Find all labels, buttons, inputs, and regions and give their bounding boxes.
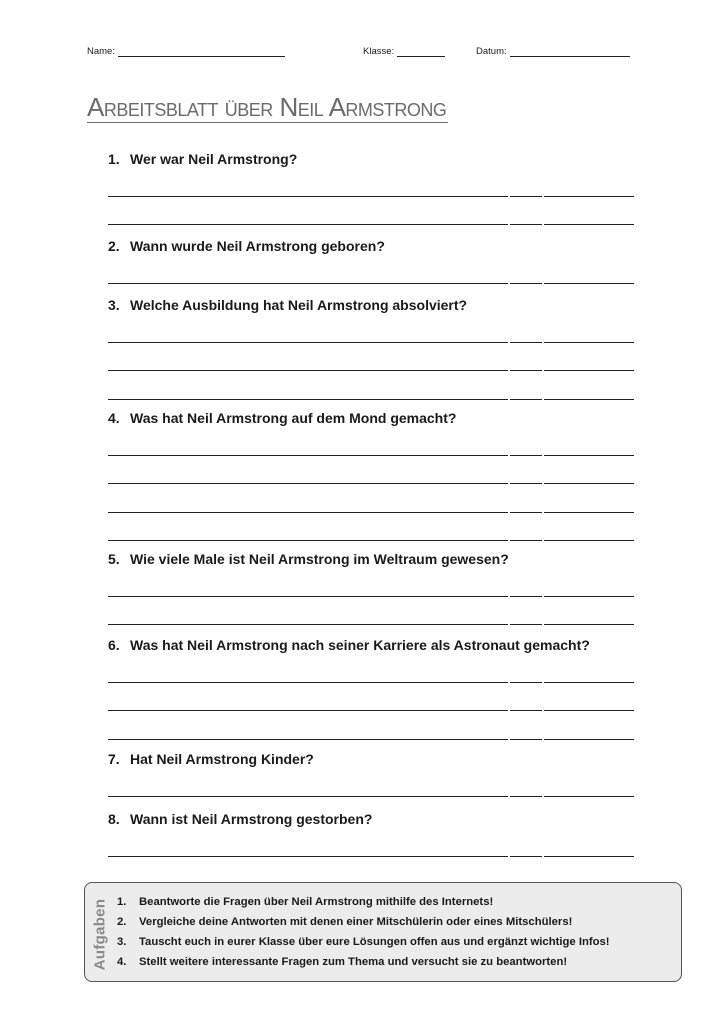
answer-line[interactable] <box>108 427 634 456</box>
question-label: Hat Neil Armstrong Kinder? <box>130 751 314 767</box>
question-text <box>108 237 634 255</box>
answer-line[interactable] <box>108 197 634 226</box>
question-number: 7. <box>108 751 120 767</box>
question-text <box>108 409 634 427</box>
question-2 <box>108 237 634 284</box>
answer-line[interactable] <box>108 513 634 542</box>
class-field[interactable] <box>363 46 445 57</box>
answer-line[interactable] <box>108 314 634 343</box>
answer-line[interactable] <box>108 484 634 513</box>
answer-line[interactable] <box>108 711 634 740</box>
answer-line[interactable] <box>108 456 634 485</box>
task-number: 1. <box>117 896 127 908</box>
class-label: Klasse: <box>363 46 395 57</box>
question-label: Was hat Neil Armstrong auf dem Mond gemacht? <box>130 410 457 426</box>
question-label: Wann ist Neil Armstrong gestorben? <box>130 811 373 827</box>
question-text <box>108 550 634 568</box>
task-number: 4. <box>117 956 127 968</box>
name-field[interactable] <box>87 46 285 57</box>
task-text: Beantworte die Fragen über Neil Armstrong mithilfe des Internets! <box>139 896 494 908</box>
task-number: 2. <box>117 916 127 928</box>
question-8 <box>108 810 634 857</box>
answer-line[interactable] <box>108 768 634 797</box>
task-number: 3. <box>117 936 127 948</box>
date-label: Datum: <box>476 46 507 57</box>
question-5 <box>108 550 634 625</box>
task-text: Vergleiche deine Antworten mit denen einer Mitschülerin oder eines Mitschülers! <box>139 916 573 928</box>
question-label: Welche Ausbildung hat Neil Armstrong absolviert? <box>130 297 468 313</box>
question-number: 1. <box>108 151 120 167</box>
question-text <box>108 636 634 654</box>
answer-line[interactable] <box>108 597 634 626</box>
question-number: 8. <box>108 811 120 827</box>
page-title: Arbeitsblatt über Neil Armstrong <box>87 92 447 122</box>
question-number: 6. <box>108 637 120 653</box>
question-number: 5. <box>108 551 120 567</box>
answer-line[interactable] <box>108 828 634 857</box>
question-4 <box>108 409 634 541</box>
question-label: Wer war Neil Armstrong? <box>130 151 298 167</box>
answer-line[interactable] <box>108 683 634 712</box>
question-7 <box>108 750 634 797</box>
question-text <box>108 296 634 314</box>
task-text: Tauscht euch in eurer Klasse über eure Lösungen offen aus und ergänzt wichtige Infos! <box>139 936 610 948</box>
question-number: 4. <box>108 410 120 426</box>
question-1 <box>108 150 634 225</box>
question-6 <box>108 636 634 740</box>
class-line <box>397 46 445 57</box>
question-number: 3. <box>108 297 120 313</box>
question-text <box>108 150 634 168</box>
worksheet-header <box>0 46 724 62</box>
task-item <box>117 952 610 972</box>
task-box <box>84 882 682 982</box>
question-number: 2. <box>108 238 120 254</box>
question-3 <box>108 296 634 400</box>
answer-line[interactable] <box>108 343 634 372</box>
question-label: Wann wurde Neil Armstrong geboren? <box>130 238 385 254</box>
date-field[interactable] <box>476 46 630 57</box>
answer-line[interactable] <box>108 168 634 197</box>
answer-line[interactable] <box>108 568 634 597</box>
question-text <box>108 750 634 768</box>
name-line <box>118 46 285 57</box>
question-text <box>108 810 634 828</box>
task-label-text: Aufgaben <box>91 898 109 970</box>
task-item <box>117 932 610 952</box>
date-line <box>510 46 630 57</box>
name-label: Name: <box>87 46 115 57</box>
answer-line[interactable] <box>108 371 634 400</box>
task-item <box>117 912 610 932</box>
task-list <box>117 892 610 972</box>
answer-line[interactable] <box>108 255 634 284</box>
task-item <box>117 892 610 912</box>
question-label: Wie viele Male ist Neil Armstrong im Weltraum gewesen? <box>130 551 509 567</box>
task-label <box>87 895 113 973</box>
answer-line[interactable] <box>108 654 634 683</box>
task-text: Stellt weitere interessante Fragen zum Thema und versucht sie zu beantworten! <box>139 956 568 968</box>
question-label: Was hat Neil Armstrong nach seiner Karriere als Astronaut gemacht? <box>130 637 590 653</box>
